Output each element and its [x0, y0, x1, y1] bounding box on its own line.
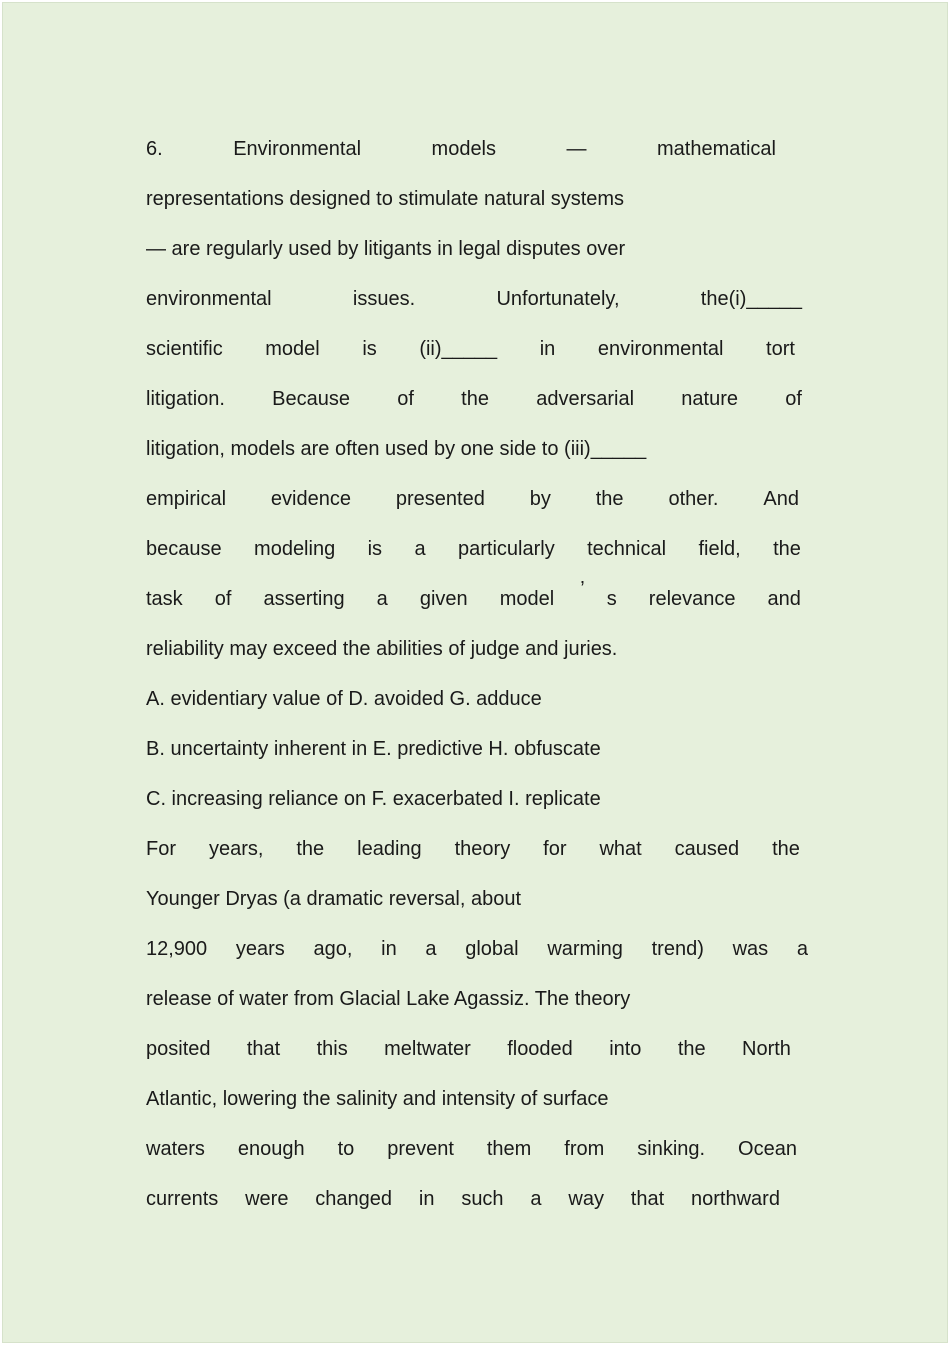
word: s: [606, 588, 617, 610]
word: warming: [547, 938, 623, 960]
word: environmental: [597, 338, 724, 360]
word: other.: [668, 488, 719, 510]
p1-line-6: [146, 374, 802, 424]
word: For: [146, 838, 176, 860]
word: to: [337, 1138, 355, 1160]
word: waters: [146, 1138, 205, 1160]
word: asserting: [263, 588, 345, 610]
p1-line-8: [146, 474, 799, 524]
word: of: [785, 388, 802, 410]
word: that: [246, 1038, 281, 1060]
word: (ii)_____: [419, 338, 498, 360]
word: models: [431, 138, 497, 160]
document-page: [2, 2, 948, 1343]
word: years: [235, 938, 285, 960]
word: 12,900: [146, 938, 208, 960]
word: by: [529, 488, 551, 510]
word: for: [543, 838, 567, 860]
p2-line-6: Atlantic, lowering the salinity and intensity of surface: [146, 1088, 609, 1110]
word: of: [397, 388, 414, 410]
word: North: [742, 1038, 791, 1060]
word: Because: [272, 388, 351, 410]
word: posited: [146, 1038, 211, 1060]
word: litigation.: [146, 388, 225, 410]
word: given: [419, 588, 468, 610]
word: 6.: [146, 138, 163, 160]
p2-line-5: [146, 1024, 791, 1074]
word: —: [566, 138, 587, 160]
p2-line-7: [146, 1124, 797, 1174]
word: what: [599, 838, 642, 860]
document-text: [146, 124, 811, 1224]
word: meltwater: [384, 1038, 471, 1060]
word: And: [763, 488, 799, 510]
word: a: [796, 938, 808, 960]
word: issues.: [352, 288, 416, 310]
p1-line-4: [146, 274, 802, 324]
p1-line-2: representations designed to stimulate natural systems: [146, 188, 625, 210]
option-row-1: A. evidentiary value of D. avoided G. adduce: [146, 688, 542, 710]
word: task: [146, 588, 183, 610]
word: in: [418, 1188, 435, 1210]
word: into: [609, 1038, 642, 1060]
p2-line-2: Younger Dryas (a dramatic reversal, about: [146, 888, 521, 910]
p1-line-10: [146, 574, 801, 624]
word: leading: [357, 838, 422, 860]
word: a: [425, 938, 437, 960]
p1-line-7: litigation, models are often used by one side to (iii)_____: [146, 438, 647, 460]
word: a: [530, 1188, 542, 1210]
word: prevent: [387, 1138, 454, 1160]
word: is: [367, 538, 383, 560]
word: relevance: [648, 588, 736, 610]
word: of: [214, 588, 232, 610]
word: tort: [766, 338, 795, 360]
word: this: [316, 1038, 348, 1060]
p1-line-5: [146, 324, 795, 374]
word: scientific: [146, 338, 223, 360]
p1-line-9: [146, 524, 801, 574]
p1-line-1: [146, 124, 776, 174]
p2-line-8: [146, 1174, 780, 1224]
option-row-3: C. increasing reliance on F. exacerbated I. replicate: [146, 788, 601, 810]
word: model: [265, 338, 320, 360]
word: changed: [315, 1188, 393, 1210]
word: ago,: [313, 938, 353, 960]
word: way: [568, 1188, 604, 1210]
word: that: [630, 1188, 665, 1210]
word: the: [677, 1038, 706, 1060]
word: currents: [146, 1188, 219, 1210]
option-row-2: B. uncertainty inherent in E. predictive H. obfuscate: [146, 738, 601, 760]
p1-line-3: — are regularly used by litigants in legal disputes over: [146, 238, 626, 260]
p2-line-1: [146, 824, 800, 874]
word: a: [376, 588, 388, 610]
word: presented: [395, 488, 485, 510]
word: the: [595, 488, 624, 510]
word: the: [773, 538, 801, 560]
word: technical: [587, 538, 667, 560]
word: trend): [651, 938, 704, 960]
word: were: [245, 1188, 289, 1210]
word: caused: [674, 838, 740, 860]
word: Unfortunately,: [496, 288, 620, 310]
p2-line-3: [146, 924, 808, 974]
word: enough: [237, 1138, 305, 1160]
word: the: [772, 838, 800, 860]
word: the: [461, 388, 489, 410]
word: was: [732, 938, 769, 960]
word: from: [564, 1138, 605, 1160]
word: years,: [208, 838, 264, 860]
word: in: [381, 938, 397, 960]
word: in: [539, 338, 556, 360]
word: them: [486, 1138, 532, 1160]
word: global: [465, 938, 519, 960]
word: theory: [454, 838, 511, 860]
word: is: [362, 338, 377, 360]
word: Ocean: [738, 1138, 797, 1160]
p1-line-11: reliability may exceed the abilities of judge and juries.: [146, 638, 618, 660]
word: flooded: [507, 1038, 573, 1060]
word: adversarial: [536, 388, 635, 410]
word: the(i)_____: [700, 288, 802, 310]
word: a: [414, 538, 426, 560]
word: northward: [691, 1188, 780, 1210]
word: because: [146, 538, 222, 560]
word: and: [767, 588, 801, 610]
word: field,: [698, 538, 741, 560]
word: particularly: [458, 538, 555, 560]
word: mathematical: [657, 138, 776, 160]
word: empirical: [146, 488, 227, 510]
word: evidence: [270, 488, 351, 510]
word: nature: [681, 388, 738, 410]
word: environmental: [146, 288, 272, 310]
word: such: [461, 1188, 504, 1210]
word: model: [499, 588, 555, 610]
word: sinking.: [637, 1138, 706, 1160]
apostrophe: ’: [580, 578, 585, 600]
word: modeling: [254, 538, 336, 560]
word: the: [296, 838, 325, 860]
word: Environmental: [233, 138, 362, 160]
p2-line-4: release of water from Glacial Lake Agassiz. The theory: [146, 988, 631, 1010]
